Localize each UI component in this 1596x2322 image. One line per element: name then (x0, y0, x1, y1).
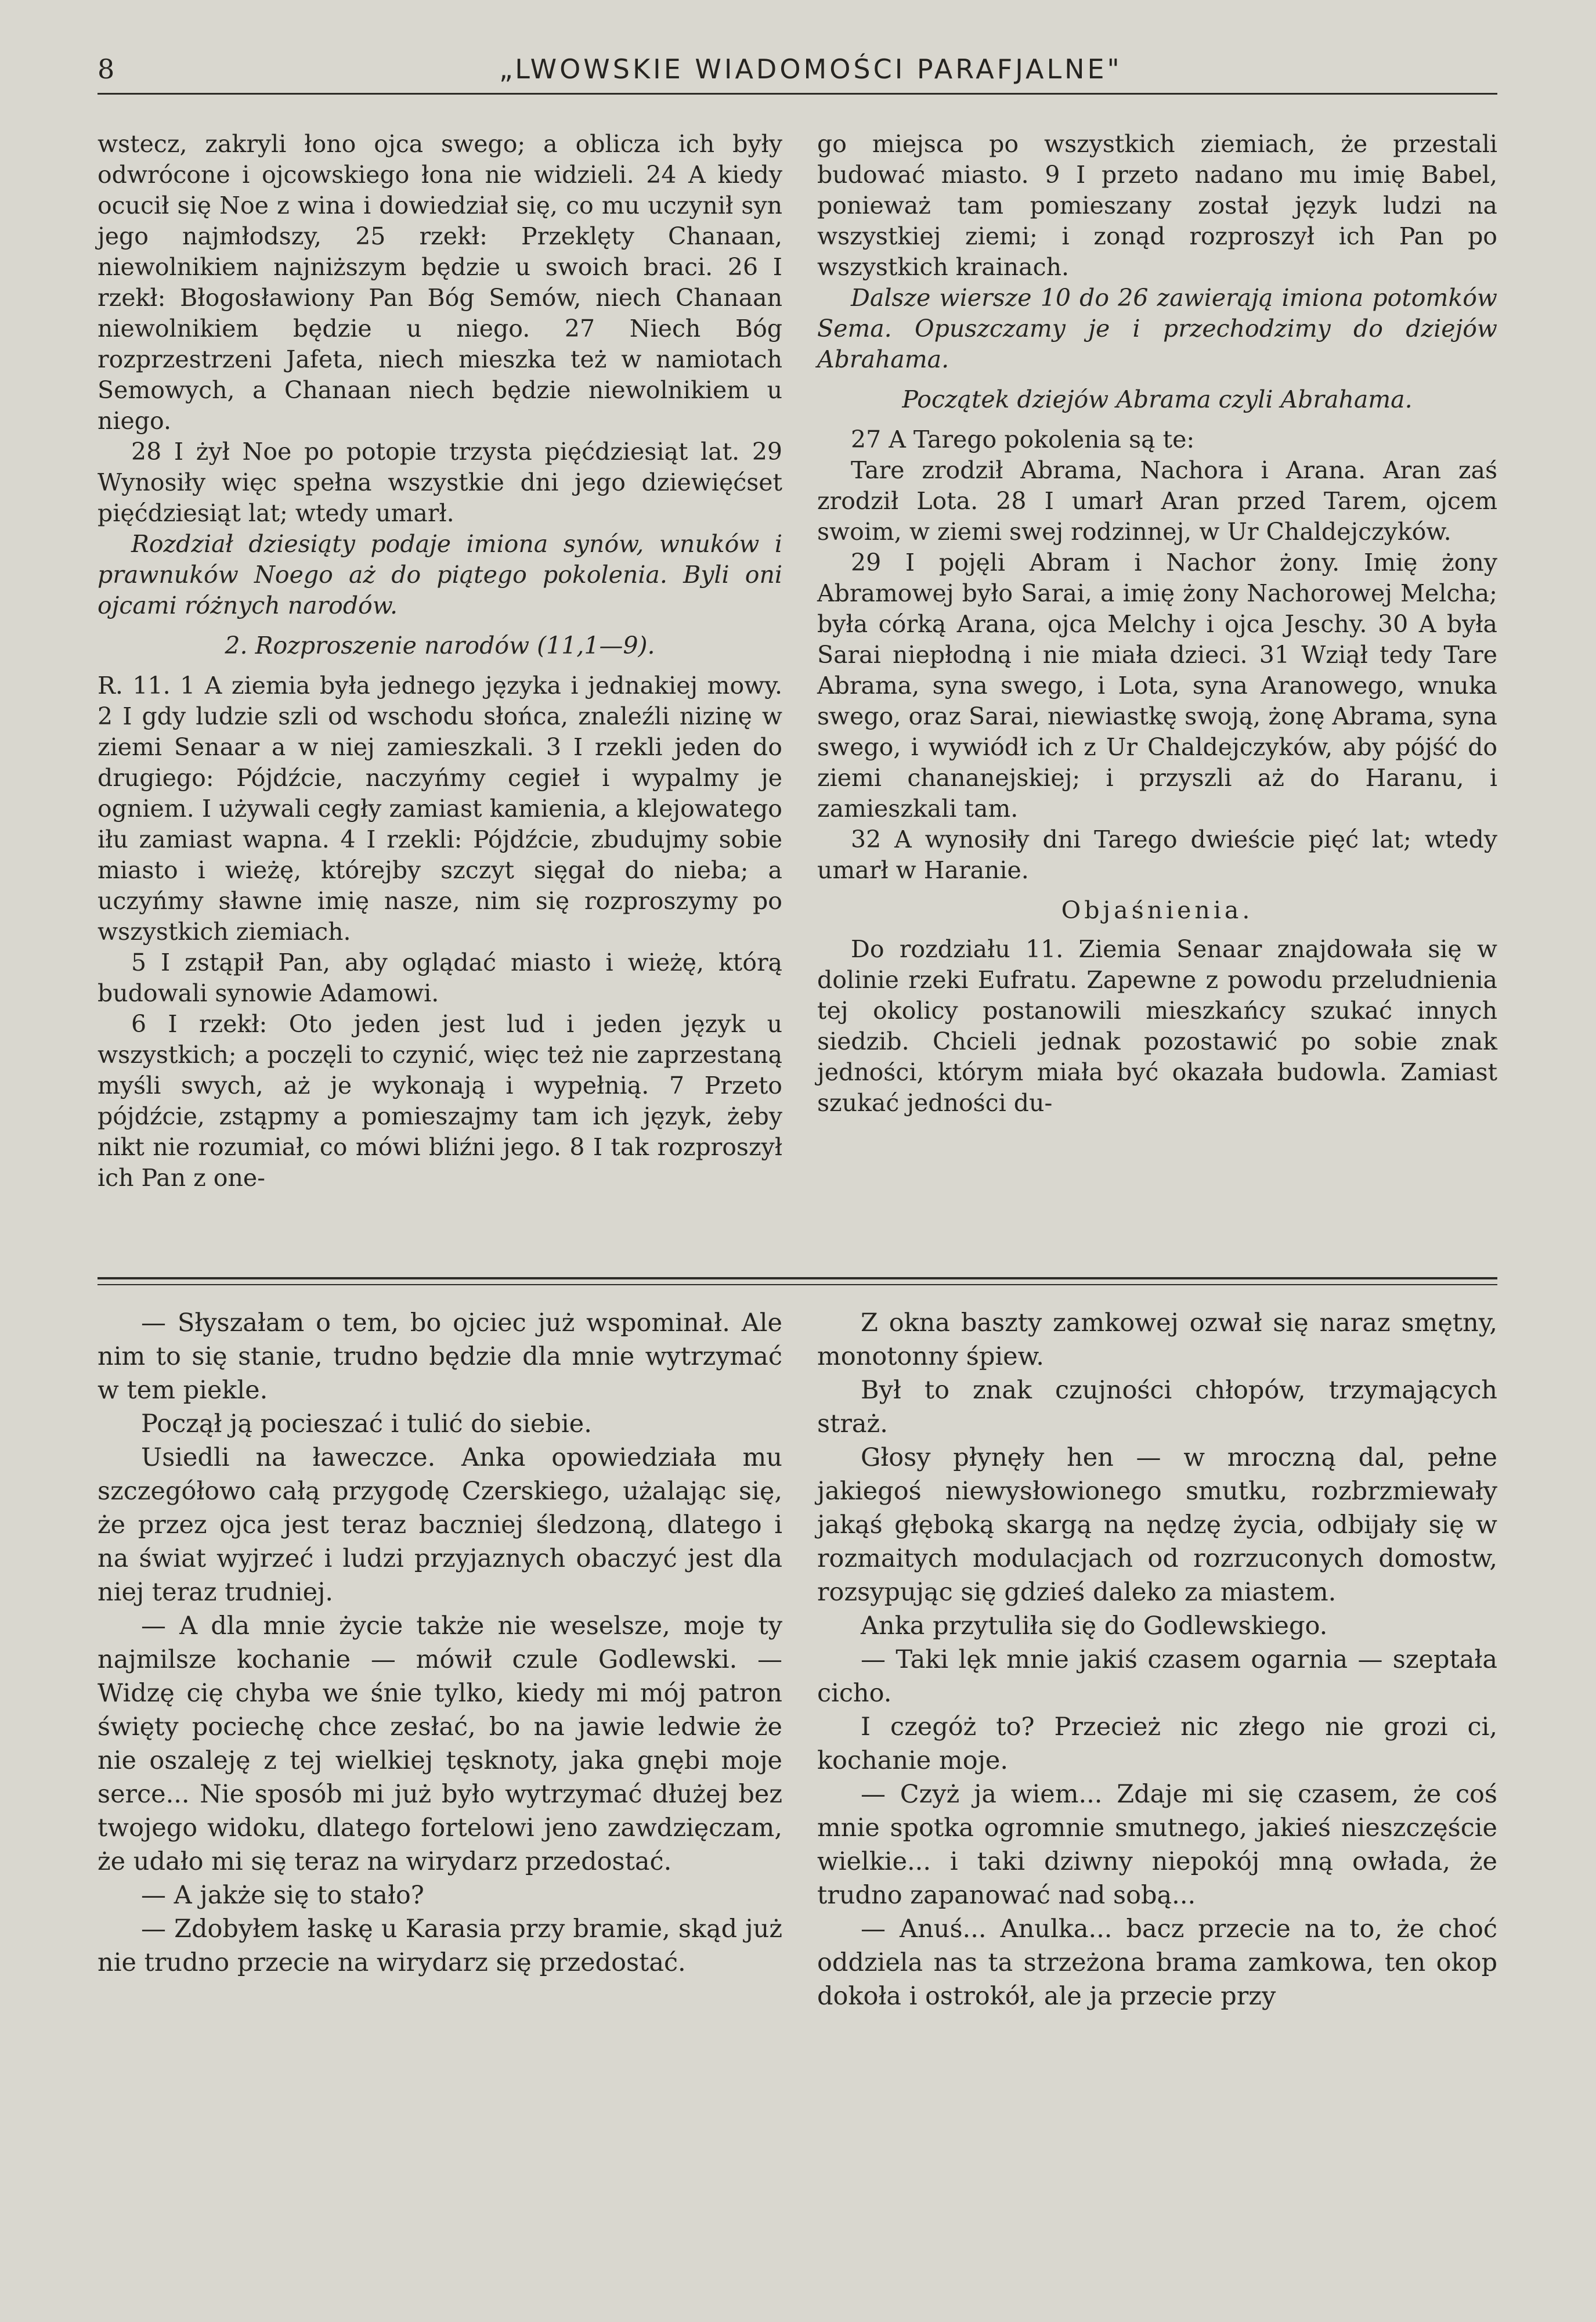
scripture-paragraph: 29 I pojęli Abram i Nachor żony. Imię żony Abramowej było Sarai, a imię żony Nachorowej Melcha; była córką Arana, ojca Melchy i ojca Jeschy. 30 A była Sarai niepłodną i nie miała dzieci. 31 Wziął tedy Tare Abrama, syna swego, i Lota, syna Aranowego, wnuka swego, oraz Sarai, niewiastkę swoją, żonę Abrama, syna swego, i wywiódł ich z Ur Chaldejczyków, aby pójść do ziemi chananejskiej; i przyszli aż do Haranu, i zamieszkali tam. (817, 549, 1497, 823)
scripture-paragraph: Tare zrodził Abrama, Nachora i Arana. Aran zaś zrodził Lota. 28 I umarł Aran przed Tarem, ojcem swoim, w ziemi swej rodzinnej, w Ur Chaldejczyków. (817, 456, 1497, 546)
novel-paragraph: — Zdobyłem łaskę u Karasia przy bramie, skąd już nie trudno przecie na wirydarz się przedostać. (98, 1914, 782, 1977)
novel-column-right (817, 1306, 1497, 2013)
explanations-heading: Objaśnienia. (1061, 896, 1254, 924)
scripture-column-right (817, 129, 1497, 1119)
scripture-paragraph: 28 I żył Noe po potopie trzysta pięćdziesiąt lat. 29 Wynosiły więc spełna wszystkie dni jego dziewięćset pięćdziesiąt lat; wtedy umarł. (98, 438, 782, 527)
novel-paragraph: Był to znak czujności chłopów, trzymających straż. (817, 1376, 1497, 1438)
page-header-title: „LWOWSKIE WIADOMOŚCI PARAFJALNE" (499, 53, 1122, 85)
scripture-paragraph: wstecz, zakryli łono ojca swego; a oblicza ich były odwrócone i ojcowskiego łona nie widzieli. 24 A kiedy ocucił się Noe z wina i dowiedział się, co mu uczynił syn jego najmłodszy, 25 rzekł: Przeklęty Chanaan, niewolnikiem najniższym będzie u swoich braci. 26 I rzekł: Błogosławiony Pan Bóg Semów, niech Chanaan niewolnikiem będzie u niego. 27 Niech Bóg rozprzestrzeni Jafeta, niech mieszka też w namiotach Semowych, a Chanaan niech będzie niewolnikiem u niego. (98, 130, 782, 435)
scripture-paragraph: 6 I rzekł: Oto jeden jest lud i jeden język u wszystkich; a poczęli to czynić, więc też nie zaprzestaną myśli swych, aż je wykonają i wypełnią. 7 Przeto pójdźcie, zstąpmy a pomieszajmy tam ich język, żeby nikt nie rozumiał, co mówi bliźni jego. 8 I tak rozproszył ich Pan z one- (98, 1010, 782, 1192)
novel-paragraph: Począł ją pocieszać i tulić do siebie. (141, 1409, 592, 1438)
explanation-paragraph: Do rozdziału 11. Ziemia Senaar znajdowała się w dolinie rzeki Eufratu. Zapewne z powodu przeludnienia tej okolicy postanowili mieszkańcy szukać innych siedzib. Chcieli jednak pozostawić po sobie znak jedności, którym miała być okazała budowla. Zamiast szukać jedności du- (817, 935, 1497, 1117)
section-heading: Początek dziejów Abrama czyli Abrahama. (902, 385, 1413, 413)
scripture-paragraph: 32 A wynosiły dni Tarego dwieście pięć lat; wtedy umarł w Haranie. (817, 825, 1497, 884)
novel-paragraph: Anka przytuliła się do Godlewskiego. (861, 1611, 1328, 1640)
novel-paragraph: — Taki lęk mnie jakiś czasem ogarnia — szeptała cicho. (817, 1645, 1497, 1708)
novel-paragraph: — A jakże się to stało? (141, 1881, 424, 1910)
section-heading: 2. Rozproszenie narodów (11,1—9). (225, 632, 655, 659)
novel-column-left (98, 1306, 782, 1980)
scripture-paragraph: go miejsca po wszystkich ziemiach, że przestali budować miasto. 9 I przeto nadano mu imię Babel, ponieważ tam pomieszany został język ludzi na wszystkiej ziemi; i zonąd rozproszył ich Pan po wszystkich krainach. (817, 130, 1497, 281)
novel-paragraph: Z okna baszty zamkowej ozwał się naraz smętny, monotonny śpiew. (817, 1308, 1497, 1371)
page-number: 8 (98, 53, 115, 85)
novel-paragraph: I czegóż to? Przecież nic złego nie grozi ci, kochanie moje. (817, 1712, 1497, 1775)
scripture-column-left (98, 129, 782, 1194)
novel-paragraph: — A dla mnie życie także nie weselsze, moje ty najmilsze kochanie — mówił czule Godlewski. — Widzę cię chyba we śnie tylko, kiedy mi mój patron święty pociechę chce zesłać, bo na jawie ledwie że nie oszaleję z tej wielkiej tęsknoty, jaka gnębi moje serce... Nie sposób mi już było wytrzymać dłużej bez twojego widoku, dlatego fortelowi jeno zawdzięczam, że udało mi się teraz na wirydarz przedostać. (98, 1611, 782, 1876)
novel-paragraph: Usiedli na ławeczce. Anka opowiedziała mu szczegółowo całą przygodę Czerskiego, użalając się, że przez ojca jest teraz baczniej śledzoną, dlatego i na świat wyjrzeć i ludzi przyjaznych obaczyć jest dla niej teraz trudniej. (98, 1443, 782, 1607)
novel-paragraph: — Anuś... Anulka... bacz przecie na to, że choć oddziela nas ta strzeżona brama zamkowa, ten okop dokoła i ostrokół, ale ja przecie przy (817, 1914, 1497, 2011)
section-divider-secondary (98, 1284, 1497, 1285)
section-divider (98, 1277, 1497, 1279)
editorial-note: Rozdział dziesiąty podaje imiona synów, wnuków i prawnuków Noego aż do piątego pokolenia. Byli oni ojcami różnych narodów. (98, 530, 782, 619)
scripture-paragraph: R. 11. 1 A ziemia była jednego języka i jednakiej mowy. 2 I gdy ludzie szli od wschodu słońca, znaleźli nizinę w ziemi Senaar a w niej zamieszkali. 3 I rzekli jeden do drugiego: Pójdźcie, naczyńmy cegieł i wypalmy je ogniem. I używali cegły zamiast kamienia, a klejowatego iłu zamiast wapna. 4 I rzekli: Pójdźcie, zbudujmy sobie miasto i wieżę, którejby szczyt sięgał do nieba; a uczyńmy sławne imię nasze, nim się rozproszymy po wszystkich ziemiach. (98, 672, 782, 946)
novel-paragraph: — Czyż ja wiem... Zdaje mi się czasem, że coś mnie spotka ogromnie smutnego, jakieś nieszczęście wielkie... i taki dziwny niepokój mną owłada, że trudno zapanować nad sobą... (817, 1780, 1497, 1910)
scripture-paragraph: 27 A Tarego pokolenia są te: (851, 426, 1195, 453)
editorial-note: Dalsze wiersze 10 do 26 zawierają imiona potomków Sema. Opuszczamy je i przechodzimy do dziejów Abrahama. (817, 284, 1497, 373)
novel-paragraph: — Słyszałam o tem, bo ojciec już wspominał. Ale nim to się stanie, trudno będzie dla mnie wytrzymać w tem piekle. (98, 1308, 782, 1405)
novel-paragraph: Głosy płynęły hen — w mroczną dal, pełne jakiegoś niewysłowionego smutku, rozbrzmiewały jakąś głęboką skargą na nędzę życia, odbijały się w rozmaitych modulacjach od rozrzuconych domostw, rozsypując się gdzieś daleko za miastem. (817, 1443, 1497, 1607)
scripture-paragraph: 5 I zstąpił Pan, aby oglądać miasto i wieżę, którą budowali synowie Adamowi. (98, 949, 782, 1007)
header-rule (98, 93, 1497, 95)
